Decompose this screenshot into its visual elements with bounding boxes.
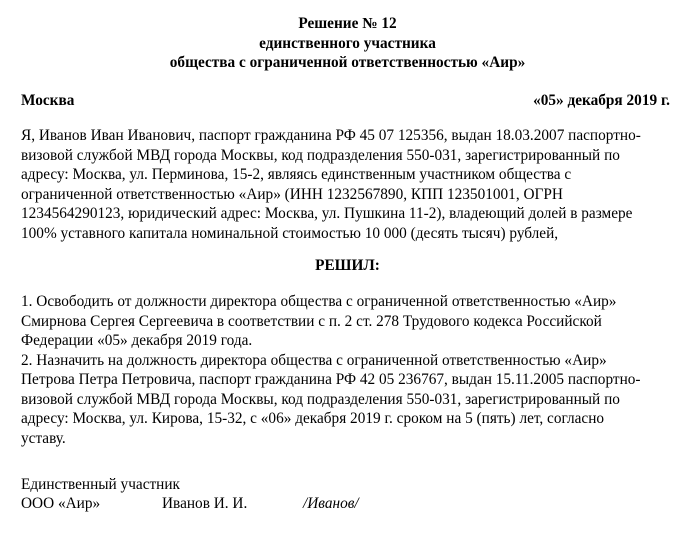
document-subtitle-company: общества с ограниченной ответственностью «Аир» [169,54,526,71]
document-header [0,14,695,73]
decision-line: Петрова Петра Петровича, паспорт гражданина РФ 42 05 236767, выдан 15.11.2005 паспортно- [21,371,641,388]
preamble-line: 100% уставного капитала номинальной стоимостью 10 000 (десять тысяч) рублей, [21,224,559,242]
preamble-line: Я, Иванов Иван Иванович, паспорт гражданина РФ 45 07 125356, выдан 18.03.2007 паспортно- [21,127,641,144]
signature-mark: /Иванов/ [303,495,359,512]
preamble-paragraph [21,126,673,243]
preamble-line: ограниченной ответственностью «Аир» (ИНН 1232567890, КПП 123501001, ОГРН [21,185,563,203]
document-city: Москва [21,92,75,109]
decision-line: адресу: Москва, ул. Кирова, 15-32, с «06» декабря 2019 г. сроком на 5 (пять) лет, согласно [21,410,605,427]
decisions-list [21,292,673,448]
document-title: Решение № 12 [298,15,397,32]
signature-block [0,494,695,514]
decision-line: Федерации «05» декабря 2019 года. [21,332,253,349]
signature-name: Иванов И. И. [162,495,248,512]
document-date: «05» декабря 2019 г. [533,92,670,109]
decision-line: 1. Освободить от должности директора общества с ограниченной ответственностью «Аир» [21,293,617,310]
document-subtitle-participant: единственного участника [259,34,436,52]
preamble-line: 1234564290123, юридический адрес: Москва, ул. Пушкина 11-2), владеющий долей в размере [21,205,633,222]
decision-line: визовой службой МВД города Москвы, код подразделения 550-031, зарегистрированный по [21,390,620,408]
signature-org: ООО «Аир» [21,495,101,512]
decision-line: Смирнова Сергея Сергеевича в соответствии с п. 2 ст. 278 Трудового кодекса Российской [21,312,602,330]
signature-role: Единственный участник [21,476,180,493]
preamble-line: визовой службой МВД города Москвы, код подразделения 550-031, зарегистрированный по [21,146,620,164]
preamble-line: адресу: Москва, ул. Перминова, 15-2, являясь единственным участником общества с [21,166,572,183]
decision-line: уставу. [21,429,66,447]
decided-heading: РЕШИЛ: [315,257,380,274]
decision-line: 2. Назначить на должность директора общества с ограниченной ответственностью «Аир» [21,351,607,369]
